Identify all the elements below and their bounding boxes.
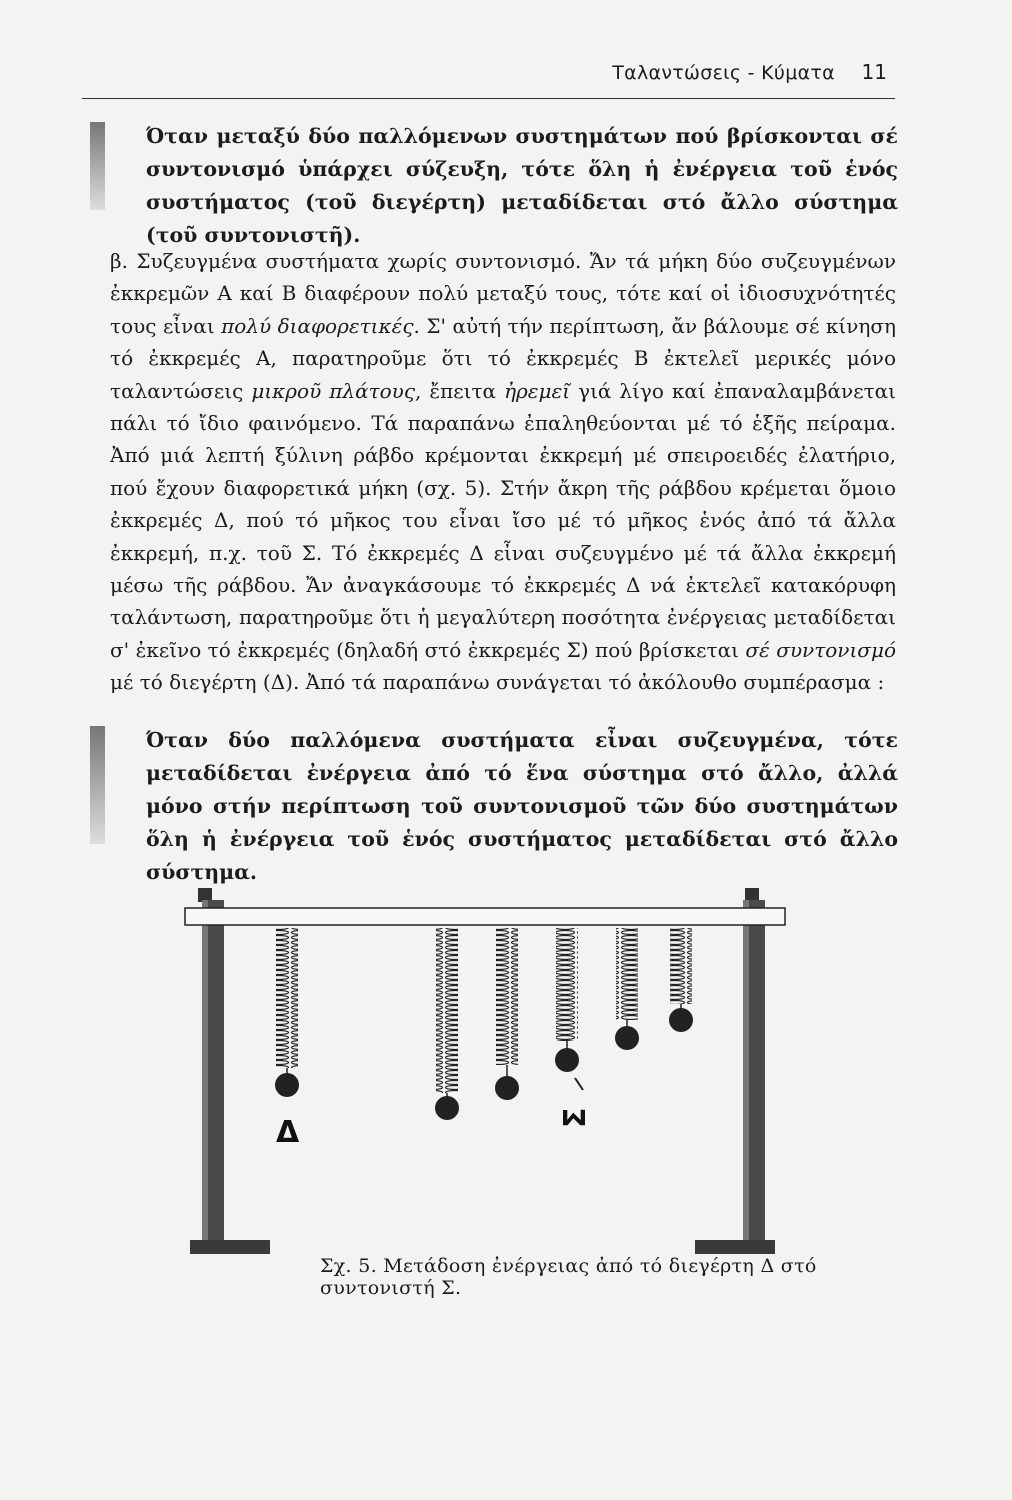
highlight-text-2: Όταν δύο παλλόμενα συστήματα εἶναι συζευγμένα, τότε μεταδίδεται ἐνέργεια ἀπό τό ἕνα σύστημα στό ἄλλο, ἀλλά μόνο στήν περίπτωση τοῦ συντονισμοῦ τῶν δύο συστημάτων ὅλη ἡ ἐνέργεια τοῦ ἑνός συστήματος μεταδίδεται στό ἄλλο σύστημα.: [146, 728, 898, 884]
pendulum-figure: [180, 880, 800, 1260]
side-bar-2: [90, 726, 105, 844]
body-paragraph: [110, 245, 896, 699]
body-text-2: . Σ' αὐτή τήν περίπτωση, ἄν βάλουμε σέ κίνηση τό ἐκκρεμές Α, παρατηροῦμε ὅτι τό ἐκκρεμές Β ἐκτελεῖ μερικές μόνο ταλαντώσεις: [110, 313, 897, 403]
pendulum-long: [435, 928, 459, 1120]
pendulum-shortest: [669, 928, 693, 1032]
left-stand: [190, 888, 270, 1254]
body-text-5: μέ τό διεγέρτη (Δ). Ἀπό τά παραπάνω συνάγεται τό ἀκόλουθο συμπέρασμα :: [110, 670, 885, 695]
body-italic-1: πολύ διαφορετικές: [221, 313, 414, 338]
pendulum-medium-long: [495, 928, 519, 1100]
pendulum-sigma: [555, 928, 583, 1090]
body-italic-2: μικροῦ πλάτους: [251, 378, 416, 403]
label-sigma: Σ: [558, 1107, 593, 1128]
wooden-rod: [185, 908, 785, 925]
page-header: [82, 58, 895, 99]
figure-caption: Σχ. 5. Μετάδοση ἐνέργειας ἀπό τό διεγέρτη Δ στό συντονιστή Σ.: [320, 1255, 817, 1299]
label-delta: Δ: [276, 1115, 300, 1150]
body-italic-4: σέ συντονισμό: [745, 637, 896, 662]
highlight-box-2: [90, 724, 898, 889]
pendulum-delta: [275, 928, 299, 1097]
pendulum-diagram: [180, 880, 800, 1260]
body-text-4: γιά λίγο καί ἐπαναλαμβάνεται πάλι τό ἴδιο φαινόμενο. Τά παραπάνω ἐπαληθεύονται μέ τό ἑξῆς πείραμα. Ἀπό μιά λεπτή ξύλινη ράβδο κρέμονται ἐκκρεμή μέ σπειροειδές ἐλατήριο, πού ἔχουν διαφορετικά μήκη (σχ. 5). Στήν ἄκρη τῆς ράβδου κρέμεται ὅμοιο ἐκκρεμές Δ, πού τό μῆκος του εἶναι ἴσο μέ τό μῆκος ἑνός ἀπό τά ἄλλα ἐκκρεμή, π.χ. τοῦ Σ. Τό ἐκκρεμές Δ εἶναι συζευγμένο μέ τά ἄλλα ἐκκρεμή μέσω τῆς ράβδου. Ἄν ἀναγκάσουμε τό ἐκκρεμές Δ νά ἐκτελεῖ κατακόρυφη ταλάντωση, παρατηροῦμε ὅτι ἡ μεγαλύτερη ποσότητα ἐνέργειας μεταδίδεται σ' ἐκεῖνο τό ἐκκρεμές (δηλαδή στό ἐκκρεμές Σ) πού βρίσκεται: [110, 378, 896, 662]
page-number: 11: [861, 60, 887, 84]
body-text-1: β. Συζευγμένα συστήματα χωρίς συντονισμό. Ἄν τά μήκη δύο συζευγμένων ἐκκρεμῶν Α καί Β διαφέρουν πολύ μεταξύ τους, τότε καί οἱ ἰδιοσυχνότητές τους εἶναι: [110, 249, 896, 338]
pendulum-short: [615, 928, 639, 1050]
body-italic-3: ἠρεμεῖ: [504, 378, 571, 403]
highlight-box-1: [90, 120, 898, 252]
running-title: Ταλαντώσεις - Κύματα: [612, 62, 835, 84]
side-bar-1: [90, 122, 105, 210]
body-text-3: , ἔπειτα: [415, 378, 497, 403]
highlight-text-1: Όταν μεταξύ δύο παλλόμενων συστημάτων πού βρίσκονται σέ συντονισμό ὑπάρχει σύζευξη, τότε ὅλη ἡ ἐνέργεια τοῦ ἑνός συστήματος (τοῦ διεγέρτη) μεταδίδεται στό ἄλλο σύστημα (τοῦ συντονιστῆ).: [146, 124, 898, 247]
right-stand: [695, 888, 775, 1254]
